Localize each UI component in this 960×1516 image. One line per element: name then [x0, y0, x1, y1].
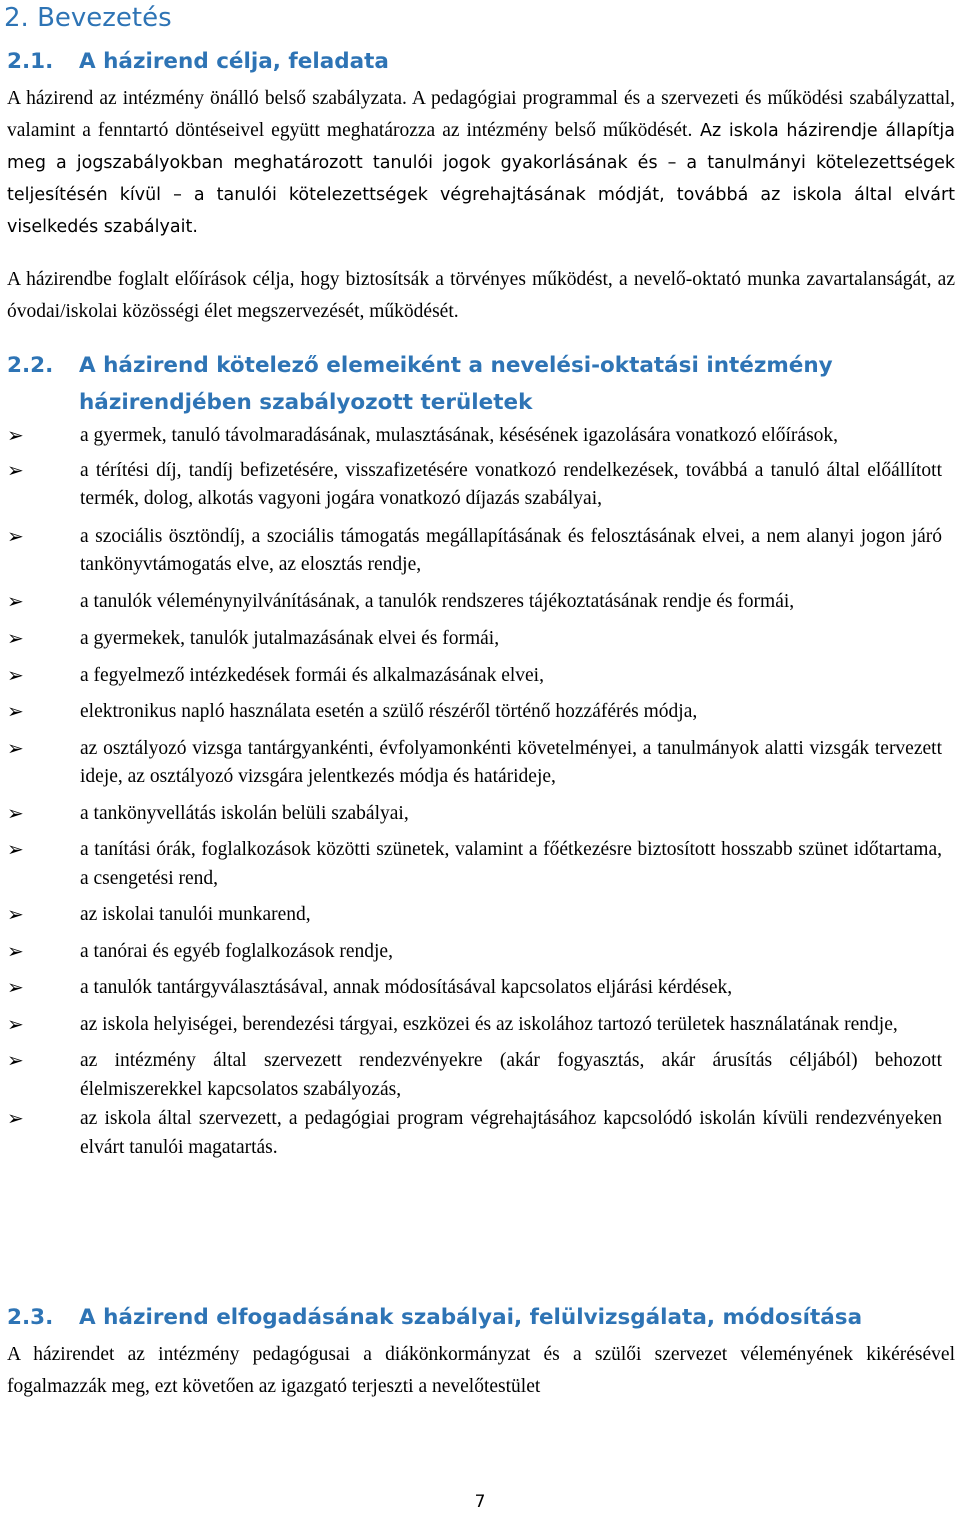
arrow-bullet-icon: ➢: [7, 904, 24, 926]
list-item-text: a gyermekek, tanulók jutalmazásának elvei és formái,: [80, 628, 500, 649]
purpose-paragraph-intro: A házirend az intézmény önálló belső szabályzata. A pedagógiai programmal és a szervezeti és működési szabályzattal, valamint a fenntartó döntéseivel együtt meghatározza az intézmény belső működését.: [7, 88, 955, 141]
arrow-bullet-icon: ➢: [7, 425, 24, 447]
arrow-bullet-icon: ➢: [7, 1108, 24, 1130]
list-item-text: a térítési díj, tandíj befizetésére, visszafizetésére vonatkozó rendelkezések, továbbá a tanuló által előállított termék, dolog, alkotás vagyoni jogára vonatkozó díjazás szabályai,: [80, 459, 942, 509]
list-item-text: az osztályozó vizsga tantárgyankénti, évfolyamonkénti követelményei, a tanulmányok alatti vizsgák tervezett ideje, az osztályozó vizsgára jelentkezés módja és határideje,: [80, 737, 942, 787]
list-item: [7, 1105, 942, 1162]
purpose-paragraph: [7, 83, 955, 243]
list-item-text: a fegyelmező intézkedések formái és alkalmazásának elvei,: [80, 664, 544, 686]
list-item-text: a gyermek, tanuló távolmaradásának, mulasztásának, késésének igazolására vonatkozó előírások,: [80, 425, 839, 446]
list-item-text: a tanulók tantárgyválasztásával, annak módosításával kapcsolatos eljárási kérdések,: [80, 977, 733, 998]
list-item: [7, 1011, 942, 1040]
list-item: [7, 457, 942, 514]
list-item: [7, 625, 942, 654]
page-number: 7: [474, 1492, 486, 1512]
chapter-heading: 2. Bevezetés: [4, 3, 172, 33]
arrow-bullet-icon: ➢: [7, 525, 24, 548]
list-item-text: az intézmény által szervezett rendezvényekre (akár fogyasztás, akár árusítás céljából) behozott élelmiszerekkel kapcsolatos szabályozás,: [80, 1050, 942, 1100]
list-item: [7, 662, 942, 691]
list-item-text: a tanulók véleménynyilvánításának, a tanulók rendszeres tájékoztatásának rendje és formái,: [80, 590, 795, 612]
section-2-3-heading: [7, 1299, 952, 1336]
arrow-bullet-icon: ➢: [7, 1013, 24, 1036]
arrow-bullet-icon: ➢: [7, 802, 24, 825]
rules-paragraph: A házirendbe foglalt előírások célja, hogy biztosítsák a törvényes működést, a nevelő-oktató munka zavartalanságát, az óvodai/iskolai közösségi élet megszervezését, működését.: [7, 269, 955, 322]
arrow-bullet-icon: ➢: [7, 1050, 24, 1072]
list-item: [7, 1047, 942, 1104]
list-item: [7, 836, 942, 893]
arrow-bullet-icon: ➢: [7, 459, 24, 482]
list-item: [7, 938, 942, 967]
list-item: [7, 523, 942, 580]
regulated-areas-list: [7, 422, 942, 1162]
list-item-text: az iskolai tanulói munkarend,: [80, 904, 311, 925]
section-title: A házirend célja, feladata: [79, 49, 389, 74]
arrow-bullet-icon: ➢: [7, 737, 24, 760]
section-2-1-heading: [7, 43, 952, 80]
purpose-paragraph-rest: Az iskola házirendje állapítja meg a jogszabályokban meghatározott tanulói jogok gyakorlásának és – a tanulmányi kötelezettségek teljesítésén kívül – a tanulói kötelezettségek végrehajtásának módját, továbbá az iskola által elvárt viselkedés szabályait.: [7, 121, 955, 237]
arrow-bullet-icon: ➢: [7, 977, 24, 999]
list-item-text: az iskola által szervezett, a pedagógiai program végrehajtásához kapcsolódó iskolán kívüli rendezvényeken elvárt tanulói magatartás.: [80, 1108, 942, 1158]
adoption-paragraph: A házirendet az intézmény pedagógusai a diákönkormányzat és a szülői szervezet véleményének kikérésével fogalmazzák meg, ezt követően az igazgató terjeszti a nevelőtestület: [7, 1344, 955, 1397]
arrow-bullet-icon: ➢: [7, 628, 24, 650]
arrow-bullet-icon: ➢: [7, 701, 24, 723]
section-number: 2.3.: [7, 1305, 54, 1330]
section-title-line2: házirendjében szabályozott területek: [79, 390, 533, 415]
list-item: [7, 901, 942, 930]
list-item-text: a tanítási órák, foglalkozások közötti szünetek, valamint a főétkezésre biztosított hosszabb szünet időtartama, a csengetési rend,: [80, 839, 942, 889]
list-item-text: a szociális ösztöndíj, a szociális támogatás megállapításának és felosztásának elvei, a nem alanyi jogon járó tankönyvtámogatás elve, az elosztás rendje,: [80, 525, 942, 575]
arrow-bullet-icon: ➢: [7, 940, 24, 963]
list-item: [7, 588, 942, 617]
section-number: 2.2.: [7, 353, 54, 378]
arrow-bullet-icon: ➢: [7, 839, 24, 861]
list-item: [7, 974, 942, 1003]
section-title-line1: A házirend kötelező elemeiként a nevelési-oktatási intézmény: [79, 353, 833, 378]
list-item-text: a tanórai és egyéb foglalkozások rendje,: [80, 940, 393, 962]
list-item: [7, 735, 942, 792]
section-number: 2.1.: [7, 49, 54, 74]
list-item-text: elektronikus napló használata esetén a szülő részéről történő hozzáférés módja,: [80, 701, 698, 722]
list-item: [7, 800, 942, 829]
list-item: [7, 698, 942, 727]
section-2-2-heading: [7, 347, 952, 421]
arrow-bullet-icon: ➢: [7, 590, 24, 613]
section-title: A házirend elfogadásának szabályai, felülvizsgálata, módosítása: [79, 1305, 863, 1330]
list-item-text: az iskola helyiségei, berendezési tárgyai, eszközei és az iskolához tartozó területek használatának rendje,: [80, 1013, 898, 1035]
list-item-text: a tankönyvellátás iskolán belüli szabályai,: [80, 802, 409, 824]
arrow-bullet-icon: ➢: [7, 664, 24, 687]
list-item: [7, 422, 942, 451]
